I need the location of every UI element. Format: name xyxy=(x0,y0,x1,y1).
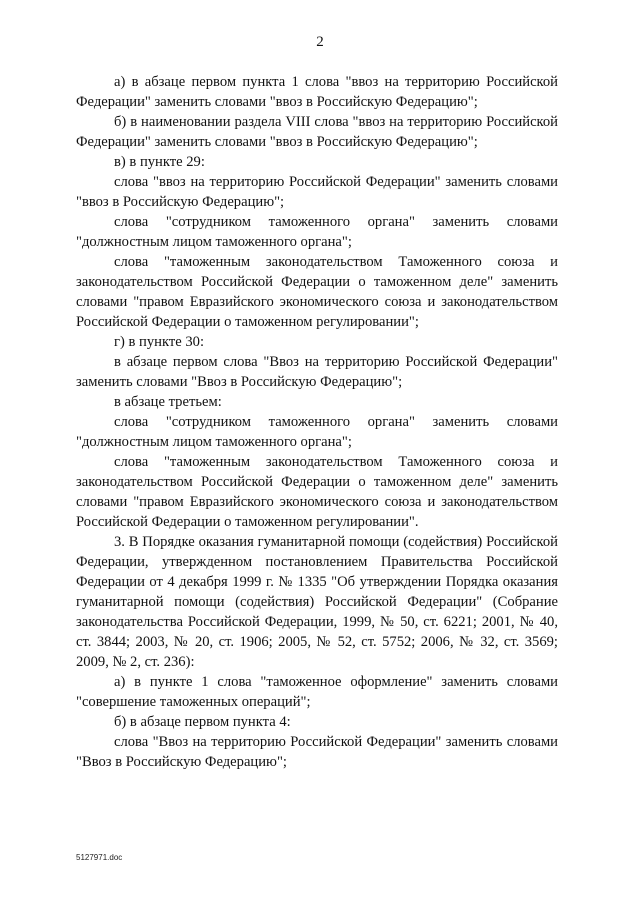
paragraph: а) в пункте 1 слова "таможенное оформление" заменить словами "совершение таможенных операций"; xyxy=(76,674,558,710)
paragraph: 3. В Порядке оказания гуманитарной помощи (содействия) Российской Федерации, утвержденном постановлением Правительства Российской Федерации от 4 декабря 1999 г. № 1335 "Об утверждении Порядка оказания гуманитарной помощи (содействия) Российской Федерации" (Собрание законодательства Российской Федерации, 1999, № 50, ст. 6221; 2001, № 40, ст. 3844; 2003, № 20, ст. 1906; 2005, № 52, ст. 5752; 2006, № 32, ст. 3569; 2009, № 2, ст. 236): xyxy=(76,534,558,670)
paragraph: в) в пункте 29: xyxy=(114,154,205,170)
page-number: 2 xyxy=(316,34,324,50)
paragraph: слова "таможенным законодательством Таможенного союза и законодательством Российской Федерации о таможенном деле" заменить словами "правом Евразийского экономического союза и законодательством Российской Федерации о таможенном регулировании". xyxy=(76,454,558,530)
document-body xyxy=(76,72,558,772)
paragraph: б) в абзаце первом пункта 4: xyxy=(114,714,291,730)
paragraph: слова "сотрудником таможенного органа" заменить словами "должностным лицом таможенного органа"; xyxy=(76,214,558,250)
paragraph: в абзаце третьем: xyxy=(114,394,222,410)
paragraph: г) в пункте 30: xyxy=(114,334,204,350)
paragraph: слова "сотрудником таможенного органа" заменить словами "должностным лицом таможенного органа"; xyxy=(76,414,558,450)
paragraph: слова "ввоз на территорию Российской Федерации" заменить словами "ввоз в Российскую Федерацию"; xyxy=(76,174,558,210)
paragraph: слова "таможенным законодательством Таможенного союза и законодательством Российской Федерации о таможенном деле" заменить словами "правом Евразийского экономического союза и законодательством Российской Федерации о таможенном регулировании"; xyxy=(76,254,558,330)
paragraph: слова "Ввоз на территорию Российской Федерации" заменить словами "Ввоз в Российскую Федерацию"; xyxy=(76,734,558,770)
paragraph: а) в абзаце первом пункта 1 слова "ввоз на территорию Российской Федерации" заменить словами "ввоз в Российскую Федерацию"; xyxy=(76,74,558,110)
document-filename: 5127971.doc xyxy=(76,853,123,862)
paragraph: б) в наименовании раздела VIII слова "ввоз на территорию Российской Федерации" заменить словами "ввоз в Российскую Федерацию"; xyxy=(76,114,558,150)
paragraph: в абзаце первом слова "Ввоз на территорию Российской Федерации" заменить словами "Ввоз в Российскую Федерацию"; xyxy=(76,354,558,390)
